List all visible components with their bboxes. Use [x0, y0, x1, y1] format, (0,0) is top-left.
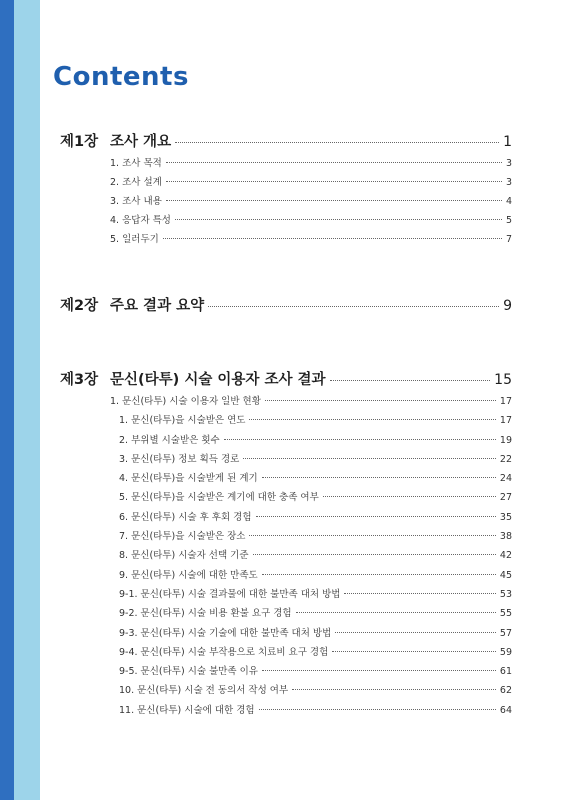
subentry-page: 57	[499, 627, 512, 639]
dot-leader	[175, 142, 499, 143]
toc-entry[interactable]	[60, 174, 512, 193]
dot-leader	[332, 651, 496, 652]
subentry-label: 9-3. 문신(타투) 시술 기술에 대한 불만족 대처 방법	[119, 627, 332, 639]
dot-leader	[253, 554, 496, 555]
subentry-page: 22	[499, 453, 512, 465]
entry-label: 4. 응답자 특성	[110, 215, 171, 226]
toc-entry[interactable]	[60, 393, 512, 412]
chapter-heading[interactable]	[60, 294, 512, 316]
subentry-page: 42	[499, 550, 512, 562]
subentry-label: 6. 문신(타투) 시술 후 후회 경험	[119, 511, 252, 523]
subentry-label: 9-1. 문신(타투) 시술 결과물에 대한 불만족 대처 방법	[119, 588, 341, 600]
subentry-label: 11. 문신(타투) 시술에 대한 경험	[119, 704, 255, 716]
subentry-label: 9-2. 문신(타투) 시술 비용 환불 요구 경험	[119, 608, 292, 620]
subentry-label: 8. 문신(타투) 시술자 선택 기준	[119, 550, 249, 562]
subentry-page: 19	[499, 434, 512, 446]
chapter-title: 주요 결과 요약	[110, 298, 205, 314]
subentry-page: 53	[499, 588, 512, 600]
dot-leader	[323, 496, 496, 497]
subentry-label: 2. 부위별 시술받은 횟수	[119, 434, 220, 446]
entry-label: 5. 일러두기	[110, 234, 159, 245]
toc-entry[interactable]	[60, 231, 512, 250]
subentry-label: 5. 문신(타투)을 시술받은 계기에 대한 충족 여부	[119, 492, 319, 504]
dot-leader	[224, 439, 496, 440]
toc-chapter-3	[60, 368, 512, 721]
dot-leader	[166, 162, 502, 163]
toc-subentry[interactable]	[60, 489, 512, 508]
toc-subentry[interactable]	[60, 625, 512, 644]
dot-leader	[262, 477, 496, 478]
toc-subentry[interactable]	[60, 470, 512, 489]
entry-label: 1. 문신(타투) 시술 이용자 일반 현황	[110, 396, 261, 407]
dot-leader	[262, 670, 496, 671]
subentry-label: 7. 문신(타투)을 시술받은 장소	[119, 531, 246, 543]
toc-subentry[interactable]	[60, 605, 512, 624]
toc-subentry[interactable]	[60, 509, 512, 528]
chapter-page: 15	[494, 372, 512, 388]
subentry-page: 64	[499, 704, 512, 716]
chapter-number: 제2장	[60, 298, 99, 314]
subentry-page: 45	[499, 569, 512, 581]
subentry-page: 27	[499, 492, 512, 504]
toc-subentry[interactable]	[60, 432, 512, 451]
entry-page: 3	[505, 177, 512, 188]
toc-chapter-1	[60, 130, 512, 250]
chapter-number: 제1장	[60, 134, 99, 150]
chapter-title: 조사 개요	[110, 134, 172, 150]
dot-leader	[292, 689, 496, 690]
dot-leader	[335, 632, 496, 633]
dot-leader	[249, 419, 495, 420]
subentry-label: 1. 문신(타투)을 시술받은 연도	[119, 415, 246, 427]
entry-page: 5	[505, 215, 512, 226]
entry-label: 2. 조사 설계	[110, 177, 162, 188]
dot-leader	[175, 219, 502, 220]
dot-leader	[296, 612, 496, 613]
subentry-label: 9-5. 문신(타투) 시술 불만족 이유	[119, 666, 258, 678]
dot-leader	[166, 200, 502, 201]
toc-subentry[interactable]	[60, 586, 512, 605]
chapter-number: 제3장	[60, 372, 99, 388]
subentry-page: 17	[499, 415, 512, 427]
entry-label: 3. 조사 내용	[110, 196, 162, 207]
entry-page: 7	[505, 234, 512, 245]
chapter-title: 문신(타투) 시술 이용자 조사 결과	[110, 372, 326, 388]
dot-leader	[265, 400, 496, 401]
toc-subentry[interactable]	[60, 412, 512, 431]
subentry-page: 35	[499, 511, 512, 523]
dot-leader	[262, 574, 496, 575]
subentry-page: 38	[499, 531, 512, 543]
subentry-label: 4. 문신(타투)을 시술받게 된 계기	[119, 473, 258, 485]
toc-subentry[interactable]	[60, 702, 512, 721]
toc-subentry[interactable]	[60, 567, 512, 586]
toc-entry[interactable]	[60, 193, 512, 212]
dot-leader	[344, 593, 495, 594]
dot-leader	[330, 380, 491, 381]
dot-leader	[249, 535, 495, 536]
chapter-heading[interactable]	[60, 368, 512, 390]
subentry-page: 59	[499, 646, 512, 658]
subentry-label: 9-4. 문신(타투) 시술 부작용으로 치료비 요구 경험	[119, 646, 329, 658]
subentry-page: 55	[499, 608, 512, 620]
toc-entry[interactable]	[60, 212, 512, 231]
subentry-page: 24	[499, 473, 512, 485]
dot-leader	[243, 458, 496, 459]
subentry-label: 10. 문신(타투) 시술 전 동의서 작성 여부	[119, 685, 289, 697]
subentry-page: 61	[499, 666, 512, 678]
toc-subentry[interactable]	[60, 451, 512, 470]
entry-label: 1. 조사 목적	[110, 158, 162, 169]
page-title: Contents	[53, 62, 189, 92]
side-band-light	[14, 0, 40, 800]
dot-leader	[208, 306, 499, 307]
entry-page: 4	[505, 196, 512, 207]
entry-page: 17	[499, 396, 512, 407]
dot-leader	[163, 238, 502, 239]
chapter-heading[interactable]	[60, 130, 512, 152]
subentry-label: 9. 문신(타투) 시술에 대한 만족도	[119, 569, 258, 581]
subentry-label: 3. 문신(타투) 정보 획득 경로	[119, 453, 240, 465]
toc-subentry[interactable]	[60, 682, 512, 701]
dot-leader	[256, 516, 496, 517]
side-band-dark	[0, 0, 14, 800]
dot-leader	[259, 709, 496, 710]
entry-page: 3	[505, 158, 512, 169]
subentry-page: 62	[499, 685, 512, 697]
dot-leader	[166, 181, 502, 182]
toc-subentry[interactable]	[60, 528, 512, 547]
toc-entry[interactable]	[60, 155, 512, 174]
chapter-page: 1	[503, 134, 512, 150]
toc-chapter-2	[60, 294, 512, 316]
toc-subentry[interactable]	[60, 644, 512, 663]
toc-subentry[interactable]	[60, 547, 512, 566]
toc-subentry[interactable]	[60, 663, 512, 682]
chapter-page: 9	[503, 298, 512, 314]
